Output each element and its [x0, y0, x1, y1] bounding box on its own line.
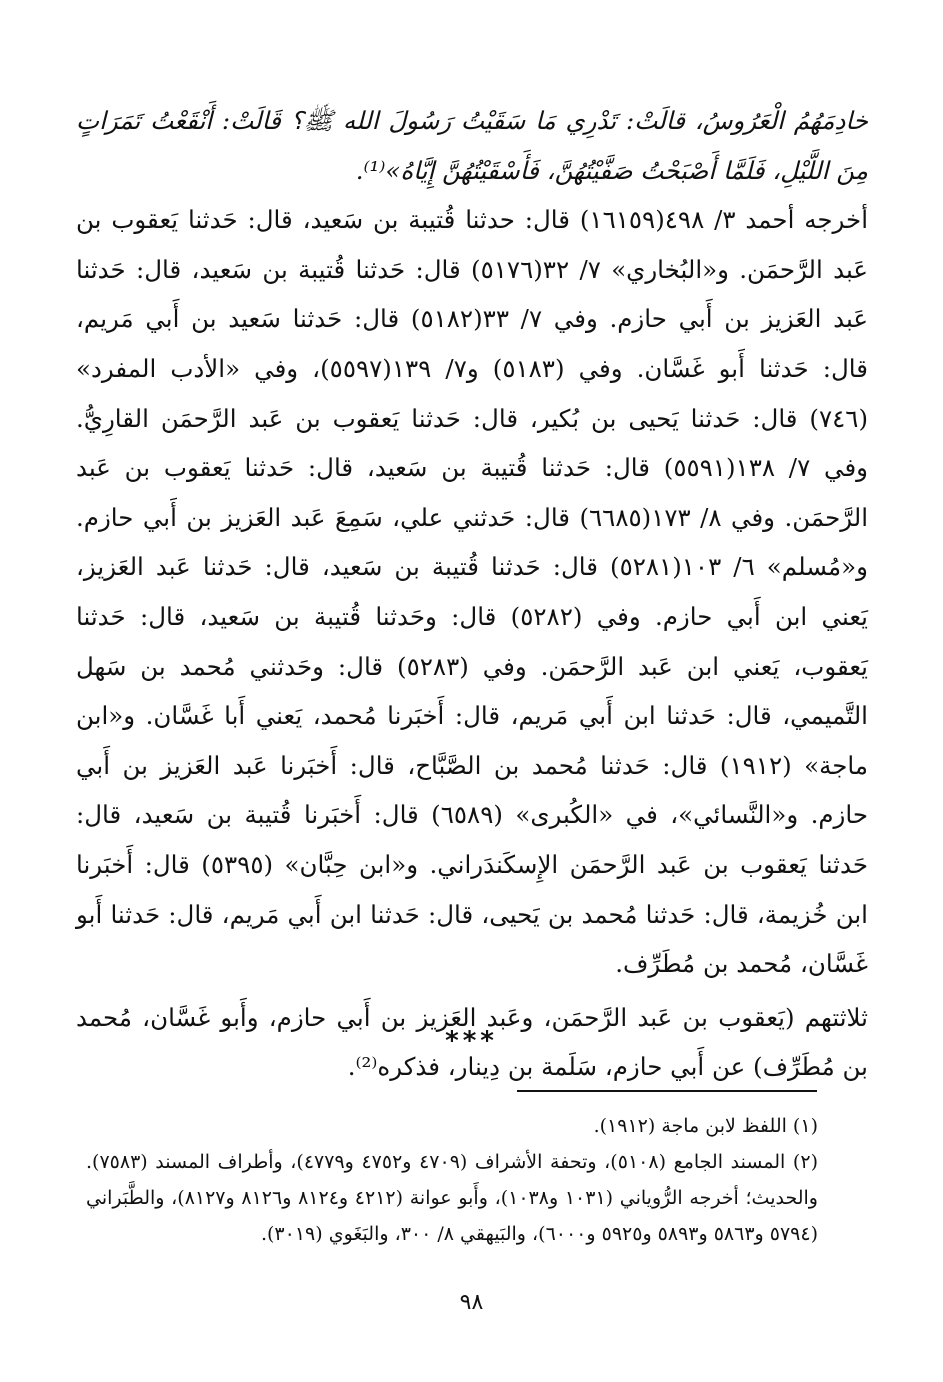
- hadith-text: خادِمَهُمُ الْعَرُوسُ، قالَتْ: تَدْرِي مَا سَقَيْتُ رَسُولَ الله ﷺ؟ قَالَتْ: أَنْقَعْتُ تَمَرَاتٍ مِنَ اللَّيْلِ، فَلَمَّا أَصْبَحْتُ صَفَّيْتُهُنَّ، فَأَسْقَيْتُهُنَّ إِيَّاهُ»⁽¹⁾.: [76, 106, 868, 185]
- footnote-1: (١) اللفظ لابن ماجة (١٩١٢).: [593, 1115, 818, 1137]
- footnotes: [86, 1108, 818, 1252]
- section-separator: ***: [445, 1026, 498, 1056]
- page-number: ٩٨: [459, 1290, 484, 1315]
- chain-paragraph: ثلاثتهم (يَعقوب بن عَبد الرَّحمَن، وعَبد العَزيز بن أَبي حازم، وأَبو غَسَّان، مُحمد بن مُطَرِّف) عن أَبي حازم، سَلَمة بن دِينار، فذكره⁽²⁾.: [76, 1002, 868, 1082]
- footnote-divider: [517, 1090, 817, 1092]
- main-text: [76, 96, 868, 1092]
- takhrij-paragraph: أخرجه أحمد ٣/ ٤٩٨(١٦١٥٩) قال: حدثنا قُتيبة بن سَعيد، قال: حَدثنا يَعقوب بن عَبد الرَّحمَن. و«البُخاري» ٧/ ٣٢(٥١٧٦) قال: حَدثنا قُتيبة بن سَعيد، قال: حَدثنا عَبد العَزيز بن أَبي حازم. وفي ٧/ ٣٣(٥١٨٢) قال: حَدثنا سَعيد بن أَبي مَريم، قال: حَدثنا أَبو غَسَّان. وفي (٥١٨٣) و٧/ ١٣٩(٥٥٩٧)، وفي «الأدب المفرد» (٧٤٦) قال: حَدثنا يَحيى بن بُكير، قال: حَدثنا يَعقوب بن عَبد الرَّحمَن القارِيُّ. وفي ٧/ ١٣٨(٥٥٩١) قال: حَدثنا قُتيبة بن سَعيد، قال: حَدثنا يَعقوب بن عَبد الرَّحمَن. وفي ٨/ ١٧٣(٦٦٨٥) قال: حَدثني علي، سَمِعَ عَبد العَزيز بن أَبي حازم. و«مُسلم» ٦/ ١٠٣(٥٢٨١) قال: حَدثنا قُتيبة بن سَعيد، قال: حَدثنا عَبد العَزيز، يَعني ابن أَبي حازم. وفي (٥٢٨٢) قال: وحَدثنا قُتيبة بن سَعيد، قال: حَدثنا يَعقوب، يَعني ابن عَبد الرَّحمَن. وفي (٥٢٨٣) قال: وحَدثني مُحمد بن سَهل التَّميمي، قال: حَدثنا ابن أَبي مَريم، قال: أَخبَرنا مُحمد، يَعني أَبا غَسَّان. و«ابن ماجة» (١٩١٢) قال: حَدثنا مُحمد بن الصَّبَّاح، قال: أَخبَرنا عَبد العَزيز بن أَبي حازم. و«النَّسائي»، في «الكُبرى» (٦٥٨٩) قال: أَخبَرنا قُتيبة بن سَعيد، قال: حَدثنا يَعقوب بن عَبد الرَّحمَن الإِسكَندَراني. و«ابن حِبَّان» (٥٣٩٥) قال: أَخبَرنا ابن خُزيمة، قال: حَدثنا مُحمد بن يَحيى، قال: حَدثنا ابن أَبي مَريم، قال: حَدثنا أَبو غَسَّان، مُحمد بن مُطَرِّف.: [76, 205, 869, 979]
- footnote-2: (٢) المسند الجامع (٥١٠٨)، وتحفة الأشراف (٤٧٠٩ و٤٧٥٢ و٤٧٧٩)، وأطراف المسند (٧٥٨٣). والحديث؛ أخرجه الرُّوياني (١٠٣١ و١٠٣٨)، وأَبو عوانة (٤٢١٢ و٨١٢٤ و٨١٢٦ و٨١٢٧)، والطَّبَراني (٥٧٩٤ و٥٨٦٣ و٥٨٩٣ و٥٩٢٥ و٦٠٠٠)، والبَيهقي ٨/ ٣٠٠، والبَغَوي (٣٠١٩).: [86, 1151, 818, 1245]
